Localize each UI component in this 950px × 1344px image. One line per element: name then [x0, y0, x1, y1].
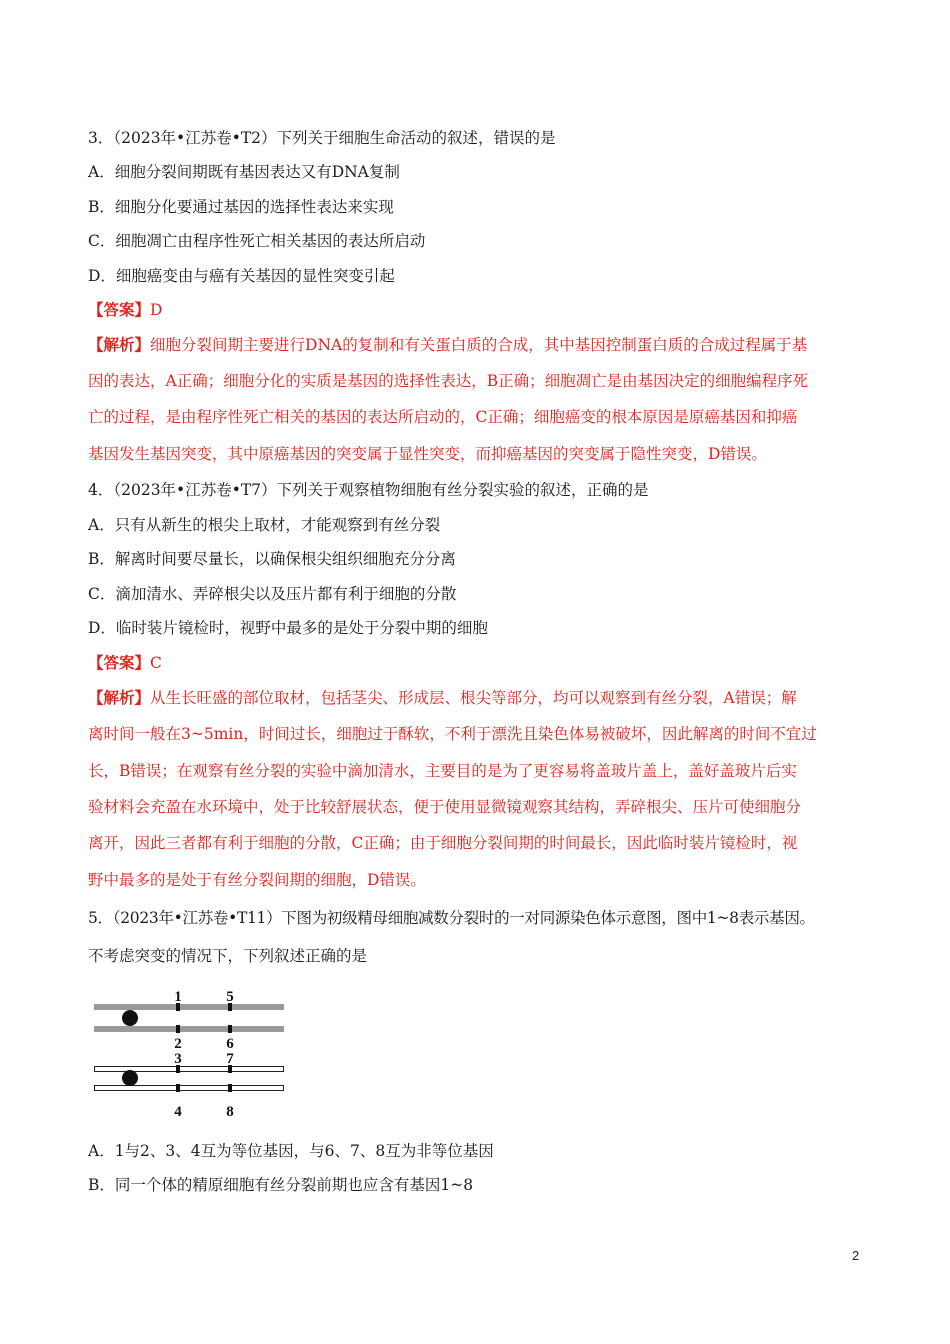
gene-locus-2 [176, 1025, 180, 1033]
chromatid-1 [94, 1004, 284, 1010]
question-3-analysis-line-4: 基因发生基因突变，其中原癌基因的突变属于显性突变，而抑癌基因的突变属于隐性突变，D错误。 [88, 445, 767, 463]
question-4-analysis-line-5: 离开，因此三者都有利于细胞的分散，C正确；由于细胞分裂间期的时间最长，因此临时装片镜检时，视 [88, 834, 798, 852]
centromere-upper [122, 1010, 138, 1026]
chromatid-4 [95, 1086, 284, 1091]
question-3-analysis-line-3: 亡的过程，是由程序性死亡相关的基因的表达所启动的，C正确；细胞癌变的根本原因是原癌基因和抑癌 [88, 408, 798, 426]
analysis-label: 【解析】 [88, 688, 151, 707]
question-4-answer [88, 651, 874, 675]
question-3-option-c: C．细胞凋亡由程序性死亡相关基因的表达所启动 [88, 232, 426, 250]
question-4-analysis-line-2: 离时间一般在3~5min，时间过长，细胞过于酥软，不利于漂洗且染色体易被破坏，因此解离的时间不宜过 [88, 725, 817, 743]
gene-locus-4 [176, 1084, 180, 1092]
answer-value: C [150, 654, 162, 672]
question-5-stem-line-2: 不考虑突变的情况下，下列叙述正确的是 [88, 947, 368, 965]
question-4-option-c: C．滴加清水、弄碎根尖以及压片都有利于细胞的分散 [88, 585, 457, 603]
question-5-stem-line-1: 5．（2023年•江苏卷•T11）下图为初级精母细胞减数分裂时的一对同源染色体示意图，图中1~8表示基因。 [88, 909, 815, 927]
question-3-analysis-line-1 [88, 333, 874, 357]
gene-locus-8 [228, 1084, 232, 1092]
question-4-option-d: D．临时装片镜检时，视野中最多的是处于分裂中期的细胞 [88, 619, 488, 637]
answer-value: D [150, 301, 163, 319]
answer-label: 【答案】 [88, 653, 151, 672]
gene-label-8: 8 [226, 1104, 234, 1120]
answer-label: 【答案】 [88, 300, 151, 319]
gene-label-6: 6 [226, 1036, 234, 1052]
question-3-analysis-line-2: 因的表达，A正确；细胞分化的实质是基因的选择性表达，B正确；细胞凋亡是由基因决定的细胞编程序死 [88, 372, 809, 390]
diagram-bottom-labels [92, 1100, 292, 1122]
chromatid-2 [94, 1026, 284, 1032]
analysis-text: 细胞分裂间期主要进行DNA的复制和有关蛋白质的合成，其中基因控制蛋白质的合成过程属于基 [150, 336, 808, 354]
gene-label-4: 4 [174, 1104, 182, 1120]
page-number: 2 [852, 1248, 860, 1263]
gene-label-1: 1 [174, 990, 182, 1005]
centromere-lower [122, 1070, 138, 1086]
gene-label-7: 7 [226, 1051, 234, 1067]
question-4-analysis-line-6: 野中最多的是处于有丝分裂间期的细胞，D错误。 [88, 871, 426, 889]
analysis-text: 从生长旺盛的部位取材，包括茎尖、形成层、根尖等部分，均可以观察到有丝分裂，A错误；解 [150, 689, 797, 707]
question-4-analysis-line-1 [88, 686, 874, 710]
question-5-option-a: A．1与2、3、4互为等位基因，与6、7、8互为非等位基因 [88, 1142, 494, 1160]
question-3-option-b: B．细胞分化要通过基因的选择性表达来实现 [88, 198, 394, 216]
question-4-analysis-line-3: 长，B错误；在观察有丝分裂的实验中滴加清水，主要目的是为了更容易将盖玻片盖上，盖好盖玻片后实 [88, 762, 797, 780]
question-4-option-a: A．只有从新生的根尖上取材，才能观察到有丝分裂 [88, 516, 441, 534]
gene-locus-6 [228, 1025, 232, 1033]
question-4-option-b: B．解离时间要尽量长，以确保根尖组织细胞充分分离 [88, 550, 456, 568]
question-4-stem: 4．（2023年•江苏卷•T7）下列关于观察植物细胞有丝分裂实验的叙述，正确的是 [88, 481, 649, 499]
question-3-stem: 3．（2023年•江苏卷•T2）下列关于细胞生命活动的叙述，错误的是 [88, 129, 556, 147]
question-4-analysis-line-4: 验材料会充盈在水环境中，处于比较舒展状态，便于使用显微镜观察其结构，弄碎根尖、压片可使细胞分 [88, 798, 802, 816]
homologous-chromosome-diagram [92, 990, 292, 1100]
analysis-label: 【解析】 [88, 335, 151, 354]
question-3-answer [88, 298, 874, 322]
question-3-option-a: A．细胞分裂间期既有基因表达又有DNA复制 [88, 163, 400, 181]
gene-label-2: 2 [174, 1036, 182, 1052]
gene-label-5: 5 [226, 990, 234, 1005]
question-5-option-b: B．同一个体的精原细胞有丝分裂前期也应含有基因1~8 [88, 1176, 474, 1194]
question-3-option-d: D．细胞癌变由与癌有关基因的显性突变引起 [88, 267, 395, 285]
gene-label-3: 3 [174, 1051, 182, 1067]
chromatid-3 [95, 1067, 284, 1072]
